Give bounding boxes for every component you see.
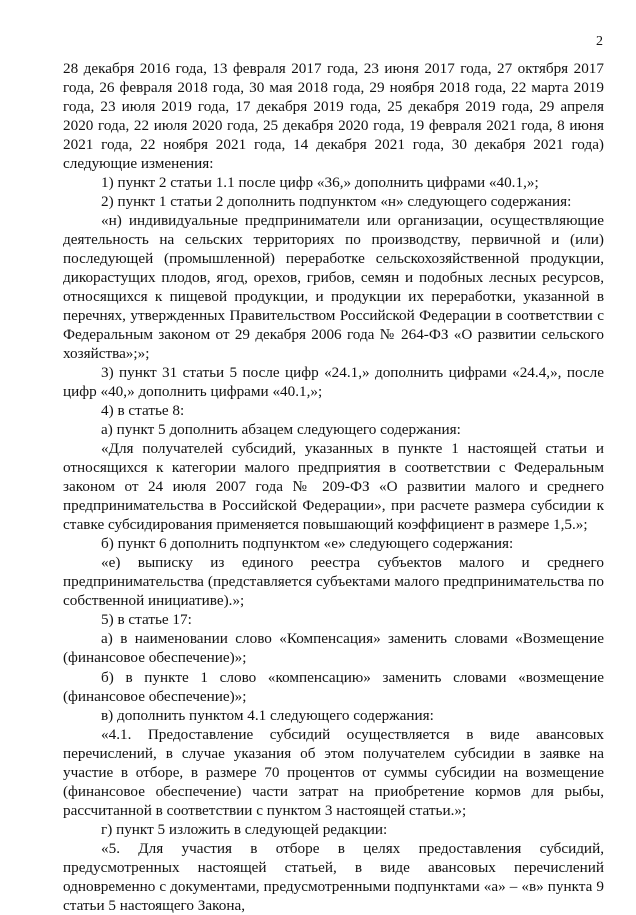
paragraph-subitem-n: «н) индивидуальные предприниматели или организации, осуществляющие деятельность на сельских территориях по производству, первичной и (или) последующей (промышленной) переработке сельскохозяйственной продукции, дикорастущих плодов, ягод, орехов, грибов, семян и подобных лесных ресурсов, относящихся к пищевой продукции, и продукции их переработки, указанной в перечнях, утвержденных Правительством Российской Федерации в соответствии с Федеральным законом от 29 декабря 2006 года № 264-ФЗ «О развитии сельского хозяйства»;»; — [63, 212, 604, 363]
paragraph-quote-4-1: «4.1. Предоставление субсидий осуществляется в виде авансовых перечислений, в случае указания об этом получателем субсидии в заявке на участие в отборе, в размере 70 процентов от суммы субсидии на возмещение (финансовое обеспечение) части затрат на приобретение кормов для рыбы, рассчитанной в соответствии с пунктом 3 настоящей статьи.»; — [63, 725, 604, 819]
paragraph-quote-registry: «е) выписку из единого реестра субъектов малого и среднего предпринимательства (представляется субъектами малого предпринимательства по собственной инициативе).»; — [63, 554, 604, 610]
paragraph-item-3: 3) пункт 31 статьи 5 после цифр «24.1,» дополнить цифрами «24.4,», после цифр «40,» дополнить цифрами «40.1,»; — [63, 364, 604, 401]
paragraph-item-5: 5) в статье 17: — [101, 611, 192, 629]
paragraph-item-2: 2) пункт 1 статьи 2 дополнить подпунктом «н» следующего содержания: — [101, 193, 572, 211]
paragraph-quote-5: «5. Для участия в отборе в целях предоставления субсидий, предусмотренных настоящей статьей, в виде авансовых перечислений одновременно с документами, предусмотренными подпунктами «а» – «в» пункта 9 статьи 5 настоящего Закона, — [63, 839, 604, 914]
paragraph-quote-coefficient: «Для получателей субсидий, указанных в пункте 1 настоящей статьи и относящихся к категории малого предприятия в соответствии с Федеральным законом от 24 июля 2007 года № 209-ФЗ «О развитии малого и среднего предпринимательства в Российской Федерации», при расчете размера субсидии к ставке субсидирования применяется повышающий коэффициент в размере 1,5.»; — [63, 440, 604, 534]
paragraph-dates-continuation: 28 декабря 2016 года, 13 февраля 2017 года, 23 июня 2017 года, 27 октября 2017 года, 26 февраля 2018 года, 30 мая 2018 года, 29 ноября 2018 года, 22 марта 2019 года, 23 июля 2019 года, 17 декабря 2019 года, 25 декабря 2019 года, 29 апреля 2020 года, 22 июля 2020 года, 25 декабря 2020 года, 19 февраля 2021 года, 8 июня 2021 года, 22 ноября 2021 года, 14 декабря 2021 года, 30 декабря 2021 года) следующие изменения: — [63, 60, 604, 173]
paragraph-item-4a: а) пункт 5 дополнить абзацем следующего содержания: — [101, 421, 461, 439]
paragraph-item-5g: г) пункт 5 изложить в следующей редакции: — [101, 820, 388, 838]
document-body — [63, 59, 604, 915]
paragraph-item-5v: в) дополнить пунктом 4.1 следующего содержания: — [101, 706, 434, 724]
paragraph-item-5a: а) в наименовании слово «Компенсация» заменить словами «Возмещение (финансовое обеспечение)»; — [63, 630, 604, 667]
paragraph-item-1: 1) пункт 2 статьи 1.1 после цифр «36,» дополнить цифрами «40.1,»; — [101, 174, 539, 192]
paragraph-item-4b: б) пункт 6 дополнить подпунктом «е» следующего содержания: — [101, 535, 514, 553]
paragraph-item-4: 4) в статье 8: — [101, 402, 185, 420]
page-number: 2 — [596, 34, 603, 49]
paragraph-item-5b: б) в пункте 1 слово «компенсацию» заменить словами «возмещение (финансовое обеспечение)»; — [63, 668, 604, 705]
